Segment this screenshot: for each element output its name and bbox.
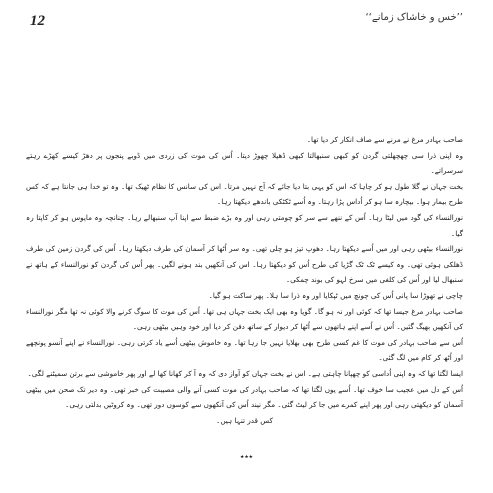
paragraph: صاحب بہادر مرغ جیسا تھا کہ کوئی اور نہ ہو گا۔ گویا وہ بھی ایک بخت جہاں ہی تھا۔ اُس کی موت کا سوگ کرنے والا کوئی نہ تھا مگر نورالنساء کی آنکھیں بھیگ گئیں۔ اُس نے اُسے اپنے ہاتھوں سے اُٹھا کر دیوار کے ساتھ دفن کر دیا اور خود وہیں بیٹھی رہی۔	[26, 306, 463, 332]
paragraph: چاچی نے تھوڑا سا پانی اُس کی چونچ میں ٹپکایا اور وہ ذرا سا ہلا۔ پھر ساکت ہو گیا۔	[208, 290, 463, 300]
end-of-section-mark: ٭٭٭	[239, 452, 254, 461]
paragraph: بخت جہاں نے گلا طول ہو کر چاہا کہ اس کو یہی بتا دیا جائے کہ آج نہیں مرتا۔ اس کی سانس کا نظام ٹھیک تھا۔ وہ تو خدا ہی جانتا ہے کہ کس طرح بیمار ہوا۔ بیچارہ سا ہو کر اُداس پڑا رہتا۔ وہ اُسے ٹکٹکی باندھے دیکھتا رہا۔	[26, 181, 463, 207]
page-number: 12	[30, 13, 45, 29]
body-text	[26, 132, 463, 428]
paragraph: وہ اپنی ذرا سی چھچھلتی گردن کو کبھی سنبھالتا کبھی ڈھیلا چھوڑ دیتا۔ اُس کی موت کی زردی میں ڈوبے پنجوں پر دھڑ کیسے کھڑے رہتے سرسراتے۔	[26, 150, 463, 176]
paragraph: نورالنساء کی گود میں لیٹا رہا۔ اُس کے ننھے سے سر کو چومتی رہی اور وہ بڑے ضبط سے اپنا آپ سنبھالے رہا۔ چنانچہ وہ مایوس ہو کر کاپتا رہ گیا۔	[26, 212, 463, 238]
paragraph: صاحب بہادر مرغ نے مرنے سے صاف انکار کر دیا تھا۔	[306, 135, 463, 144]
paragraph: اُس کے دل میں عجیب سا خوف تھا۔ اُسے یوں لگتا تھا کہ صاحب بہادر کی موت کسی آنے والی مصیبت کی خبر تھی۔ وہ دیر تک صحن میں بیٹھی آسمان کو دیکھتی رہی اور پھر اپنے کمرے میں جا کر لیٹ گئی۔ مگر نیند اُس کی آنکھوں سے کوسوں دور تھی۔ وہ کروٹیں بدلتی رہی۔	[26, 384, 463, 410]
running-title: ’’خس و خاشاک زمانے‘‘	[365, 12, 463, 23]
paragraph: ایسا لگتا تھا کہ وہ اپنی اُداسی کو چھپانا چاہتی ہے۔ اس نے بخت جہاں کو آواز دی کہ وہ آ کر کھانا کھا لے اور پھر خاموشی سے برتن سمیٹنے لگی۔	[27, 368, 463, 378]
paragraph: اُس سے صاحب بہادر کی موت کا غم کسی طرح بھی بھلایا نہیں جا رہا تھا۔ وہ خاموش بیٹھی اُسے یاد کرتی رہی۔ نورالنساء نے اپنے آنسو پونچھے اور اُٹھ کر کام میں لگ گئی۔	[26, 337, 463, 363]
paragraph: نورالنساء بیٹھی رہی اور میں اُسے دیکھتا رہا۔ دھوپ تیز ہو چلی تھی۔ وہ سر اُٹھا کر آسمان کی طرف دیکھتا رہا۔ اُس کی گردن زمین کی طرف ڈھلکی ہوئی تھی۔ وہ کیسے ٹک ٹک گڑیا کی طرح اُس کو دیکھتا رہا۔ اس کی آنکھیں بند ہونے لگیں۔ پھر اُس کی گردن کو نورالنساء کے ہاتھ نے سنبھال لیا اور اُس کی کلغی میں سرخ لہو کی بوند چمکی۔	[26, 244, 463, 285]
closing-line: کس قدر تنہا ہیں۔	[216, 415, 273, 425]
